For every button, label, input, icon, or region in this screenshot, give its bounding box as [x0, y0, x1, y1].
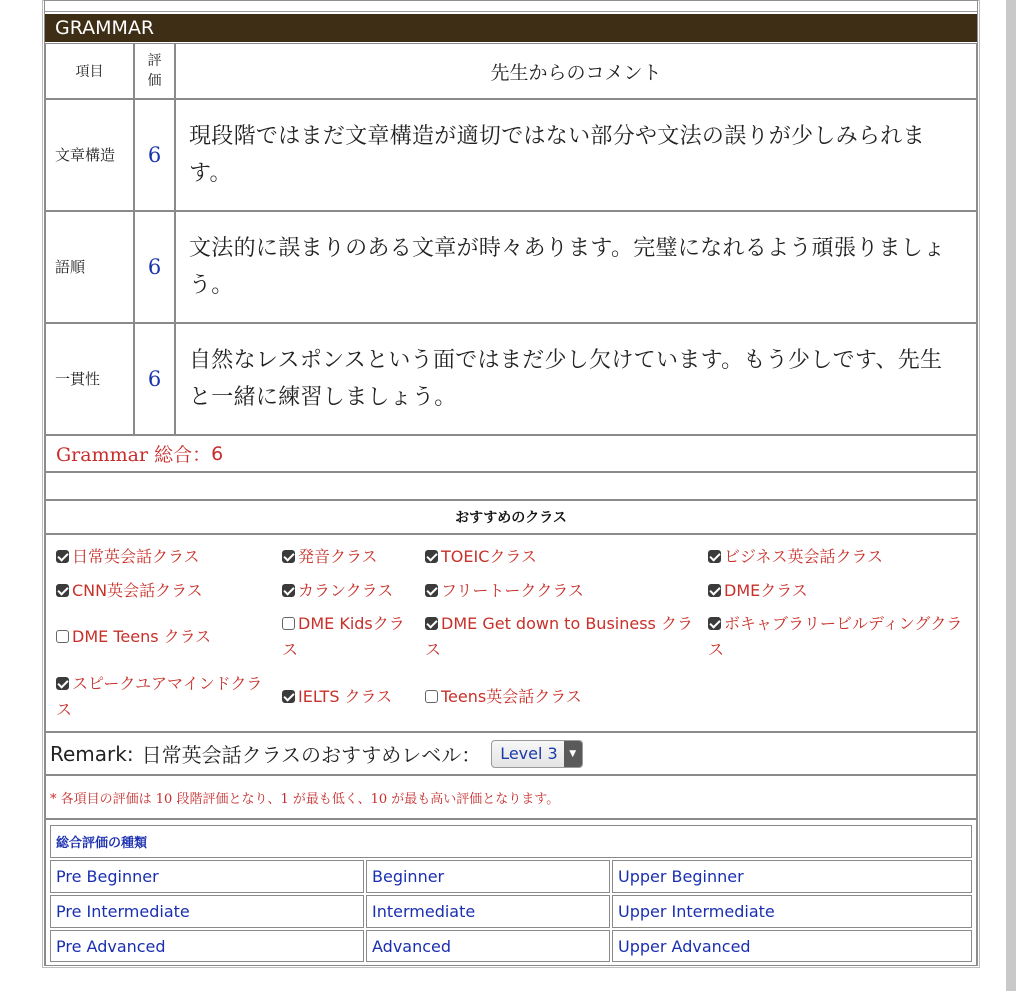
item-label: 文章構造	[55, 146, 116, 164]
level-cell: Upper Beginner	[612, 860, 972, 893]
row-comment: 現段階ではまだ文章構造が適切ではない部分や文法の誤りが少しみられます。	[175, 99, 977, 211]
class-option[interactable]	[708, 578, 968, 604]
header-score-line2: 価	[147, 73, 162, 89]
recommended-classes-title: おすすめのクラス	[45, 500, 977, 534]
row-score: 6	[134, 211, 175, 323]
level-cell: Upper Advanced	[612, 930, 972, 962]
section-header-grammar: GRAMMAR	[45, 14, 977, 42]
class-option[interactable]	[708, 544, 968, 570]
remark-row	[45, 732, 977, 775]
class-label: ボキャブラリービルディングクラス	[708, 614, 963, 659]
checkbox-checked-icon[interactable]	[282, 584, 295, 597]
grammar-total-value: 6	[211, 442, 224, 465]
class-label: CNN英会話クラス	[72, 581, 203, 600]
class-option[interactable]	[56, 578, 266, 604]
remark-text: 日常英会話クラスのおすすめレベル：	[141, 743, 482, 767]
header-item: 項目	[45, 43, 134, 99]
row-score: 6	[134, 99, 175, 211]
level-select[interactable]	[491, 740, 583, 768]
class-option[interactable]	[425, 544, 695, 570]
class-option[interactable]	[708, 611, 968, 663]
class-label: DMEクラス	[724, 581, 808, 600]
row-score: 6	[134, 323, 175, 435]
header-score-line1: 評	[147, 53, 162, 69]
checkbox-checked-icon[interactable]	[282, 690, 295, 703]
item-label: 一貫性	[55, 370, 101, 388]
class-option[interactable]	[56, 671, 266, 723]
level-cell: Pre Beginner	[50, 860, 364, 893]
checkbox-checked-icon[interactable]	[425, 550, 438, 563]
class-option[interactable]	[282, 611, 417, 663]
chevron-down-icon[interactable]: ▼	[564, 741, 582, 767]
item-label: 語順	[55, 258, 86, 276]
checkbox-checked-icon[interactable]	[56, 550, 69, 563]
class-label: Teens英会話クラス	[441, 687, 582, 706]
checkbox-unchecked-icon[interactable]	[282, 617, 295, 630]
class-option[interactable]	[282, 684, 417, 710]
level-cell: Pre Advanced	[50, 930, 364, 962]
row-comment: 自然なレスポンスという面ではまだ少し欠けています。もう少しです、先生と一緒に練習しましょう。	[175, 323, 977, 435]
class-label: IELTS クラス	[298, 687, 393, 706]
class-option[interactable]	[425, 578, 695, 604]
class-label: 発音クラス	[298, 547, 378, 566]
class-label: スピークユアマインドクラス	[56, 674, 263, 719]
level-cell: Intermediate	[366, 895, 610, 928]
class-label: 日常英会話クラス	[72, 547, 200, 566]
class-label: カランクラス	[298, 581, 394, 600]
row-item-word-order	[45, 211, 134, 323]
level-cell: Beginner	[366, 860, 610, 893]
page-scrollbar[interactable]	[1006, 0, 1016, 991]
checkbox-checked-icon[interactable]	[282, 550, 295, 563]
checkbox-unchecked-icon[interactable]	[425, 690, 438, 703]
remark-label: Remark:	[50, 741, 134, 766]
class-option[interactable]	[56, 544, 266, 570]
checkbox-checked-icon[interactable]	[708, 584, 721, 597]
class-label: TOEICクラス	[441, 547, 537, 566]
class-option[interactable]	[425, 611, 695, 663]
class-label: ビジネス英会話クラス	[724, 547, 884, 566]
empty-row	[45, 472, 977, 500]
row-item-consistency	[45, 323, 134, 435]
header-comment: 先生からのコメント	[175, 43, 977, 99]
row-item-sentence-structure	[45, 99, 134, 211]
checkbox-checked-icon[interactable]	[56, 584, 69, 597]
level-cell: Pre Intermediate	[50, 895, 364, 928]
class-option[interactable]	[282, 578, 417, 604]
levels-table-title: 総合評価の種類	[50, 825, 972, 858]
class-option[interactable]	[282, 544, 417, 570]
class-option[interactable]	[425, 684, 695, 710]
checkbox-unchecked-icon[interactable]	[56, 630, 69, 643]
checkbox-checked-icon[interactable]	[425, 617, 438, 630]
grammar-total	[45, 435, 977, 472]
checkbox-checked-icon[interactable]	[708, 550, 721, 563]
checkbox-checked-icon[interactable]	[708, 617, 721, 630]
rating-note: * 各項目の評価は 10 段階評価となり、1 が最も低く、10 が最も高い評価となります。	[45, 775, 977, 819]
header-score	[134, 43, 175, 99]
grammar-total-label: Grammar 総合：	[56, 444, 212, 466]
class-label: DME Get down to Business クラス	[425, 614, 693, 659]
class-label: DME Kidsクラス	[282, 614, 405, 659]
row-comment: 文法的に誤まりのある文章が時々あります。完璧になれるよう頑張りましょう。	[175, 211, 977, 323]
class-option[interactable]	[56, 624, 266, 650]
level-cell: Advanced	[366, 930, 610, 962]
checkbox-checked-icon[interactable]	[56, 677, 69, 690]
top-divider	[45, 11, 977, 12]
level-select-value: Level 3	[500, 744, 558, 763]
checkbox-checked-icon[interactable]	[425, 584, 438, 597]
level-cell: Upper Intermediate	[612, 895, 972, 928]
class-label: DME Teens クラス	[72, 627, 212, 646]
class-label: フリートーククラス	[441, 581, 584, 600]
